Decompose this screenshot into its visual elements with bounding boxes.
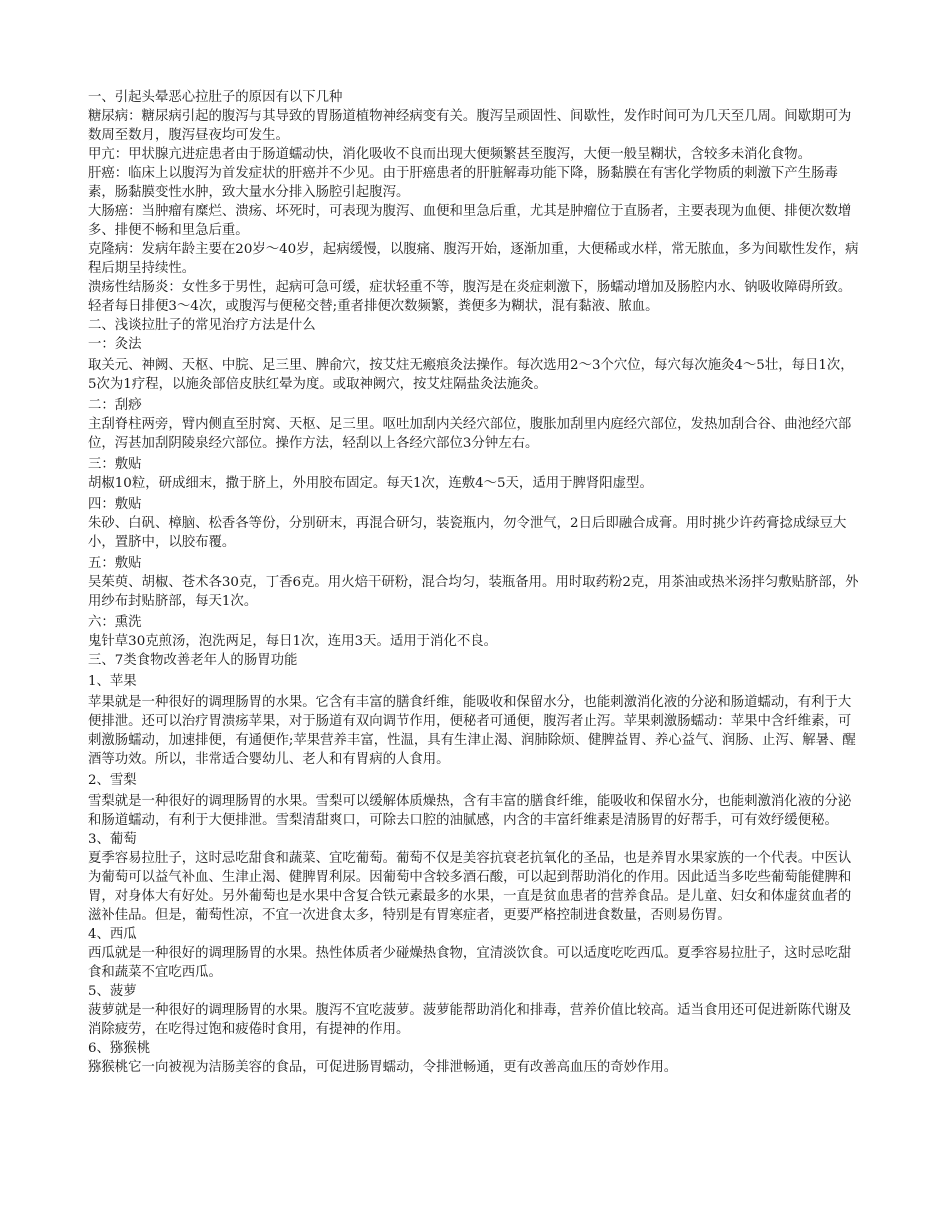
subheading-plaster-5: 五：敷贴 — [88, 556, 142, 571]
subheading-plaster-3: 三：敷贴 — [88, 457, 142, 472]
document-body — [88, 88, 862, 1077]
subheading-grape: 3、葡萄 — [88, 832, 137, 847]
paragraph-apple: 苹果就是一种很好的调理肠胃的水果。它含有丰富的膳食纤维，能吸收和保留水分，也能刺激消化液的分泌和肠道蠕动，有利于大便排泄。还可以治疗胃溃疡苹果，对于肠道有双向调节作用，便秘者可通便，腹泻者止泻。苹果刺激肠蠕动：苹果中含纤维素，可刺激肠蠕动，加速排便，有通便作;苹果营养丰富，性温，具有生津止渴、润肺除烦、健脾益胃、养心益气、润肠、止泻、解暑、醒酒等功效。所以，非常适合婴幼儿、老人和有胃病的人食用。 — [88, 695, 856, 767]
paragraph-plaster-4: 朱砂、白矾、樟脑、松香各等份，分别研末，再混合研匀，装瓷瓶内，勿令泄气，2日后即融合成膏。用时挑少许药膏捻成绿豆大小，置脐中，以胶布覆。 — [88, 516, 847, 550]
paragraph-fumigation: 鬼针草30克煎汤，泡洗两足，每日1次，连用3天。适用于消化不良。 — [88, 634, 498, 649]
paragraph-liver-cancer: 肝癌：临床上以腹泻为首发症状的肝癌并不少见。由于肝癌患者的肝脏解毒功能下降，肠黏膜在有害化学物质的刺激下产生肠毒素，肠黏膜变性水肿，致大量水分排入肠腔引起腹泻。 — [88, 166, 838, 200]
section-heading-causes: 一、引起头晕恶心拉肚子的原因有以下几种 — [88, 90, 343, 105]
subheading-moxibustion: 一：灸法 — [88, 337, 142, 352]
subheading-fumigation: 六：熏洗 — [88, 615, 142, 630]
paragraph-ulcerative-colitis: 溃疡性结肠炎：女性多于男性，起病可急可缓，症状轻重不等，腹泻是在炎症刺激下，肠蠕动增加及肠腔内水、钠吸收障碍所致。轻者每日排便3～4次，或腹泻与便秘交替;重者排便次数频繁，粪便多为糊状，混有黏液、脓血。 — [88, 280, 852, 314]
paragraph-scraping: 主刮脊柱两旁，臂内侧直至肘窝、天枢、足三里。呕吐加刮内关经穴部位，腹胀加刮里内庭经穴部位，发热加刮合谷、曲池经穴部位，泻甚加刮阴陵泉经穴部位。操作方法，轻刮以上各经穴部位3分钟左右。 — [88, 417, 852, 451]
subheading-apple: 1、苹果 — [88, 674, 137, 689]
paragraph-pear: 雪梨就是一种很好的调理肠胃的水果。雪梨可以缓解体质燥热，含有丰富的膳食纤维，能吸收和保留水分，也能刺激消化液的分泌和肠道蠕动，有利于大便排泄。雪梨清甜爽口，可除去口腔的油腻感，内含的丰富纤维素是清肠胃的好帮手，可有效纾缓便秘。 — [88, 794, 852, 828]
paragraph-grape: 夏季容易拉肚子，这时忌吃甜食和蔬菜、宜吃葡萄。葡萄不仅是美容抗衰老抗氧化的圣品，也是养胃水果家族的一个代表。中医认为葡萄可以益气补血、生津止渴、健脾胃利尿。因葡萄中含较多酒石酸，可以起到帮助消化的作用。因此适当多吃些葡萄能健脾和胃，对身体大有好处。另外葡萄也是水果中含复合铁元素最多的水果，一直是贫血患者的营养食品。是儿童、妇女和体虚贫血者的滋补佳品。但是，葡萄性凉，不宜一次进食太多，特别是有胃寒症者，更要严格控制进食数量，否则易伤胃。 — [88, 851, 852, 923]
paragraph-plaster-3: 胡椒10粒，研成细末，撒于脐上，外用胶布固定。每天1次，连敷4～5天，适用于脾肾阳虚型。 — [88, 476, 653, 491]
subheading-kiwi: 6、猕猴桃 — [88, 1041, 151, 1056]
paragraph-diabetes: 糖尿病：糖尿病引起的腹泻与其导致的胃肠道植物神经病变有关。腹泻呈顽固性、间歇性，发作时间可为几天至几周。间歇期可为数周至数月，腹泻昼夜均可发生。 — [88, 109, 852, 143]
subheading-scraping: 二：刮痧 — [88, 398, 142, 413]
paragraph-pineapple: 菠萝就是一种很好的调理肠胃的水果。腹泻不宜吃菠萝。菠萝能帮助消化和排毒，营养价值比较高。适当食用还可促进新陈代谢及消除疲劳，在吃得过饱和疲倦时食用，有提神的作用。 — [88, 1003, 852, 1037]
paragraph-moxibustion: 取关元、神阙、天枢、中脘、足三里、脾俞穴，按艾炷无瘢痕灸法操作。每次选用2～3个穴位，每穴每次施灸4～5壮，每日1次，5次为1疗程，以施灸部倍皮肤红晕为度。或取神阙穴，按艾炷隔盐灸法施灸。 — [88, 358, 854, 392]
section-heading-treatments: 二、浅谈拉肚子的常见治疗方法是什么 — [88, 318, 316, 333]
paragraph-colorectal-cancer: 大肠癌：当肿瘤有糜烂、溃疡、坏死时，可表现为腹泻、血便和里急后重，尤其是肿瘤位于直肠者，主要表现为血便、排便次数增多、排便不畅和里急后重。 — [88, 204, 852, 238]
section-heading-foods: 三、7类食物改善老年人的肠胃功能 — [88, 653, 298, 668]
paragraph-plaster-5: 吴茱萸、胡椒、苍术各30克，丁香6克。用火焙干研粉，混合均匀，装瓶备用。用时取药粉2克，用茶油或热米汤拌匀敷贴脐部，外用纱布封贴脐部，每天1次。 — [88, 575, 859, 609]
paragraph-kiwi: 猕猴桃它一向被视为洁肠美容的食品，可促进肠胃蠕动，令排泄畅通，更有改善高血压的奇妙作用。 — [88, 1060, 678, 1075]
paragraph-crohns: 克隆病：发病年龄主要在20岁～40岁，起病缓慢，以腹痛、腹泻开始，逐渐加重，大便稀或水样，常无脓血，多为间歇性发作，病程后期呈持续性。 — [88, 242, 859, 276]
subheading-plaster-4: 四：敷贴 — [88, 497, 142, 512]
subheading-pineapple: 5、菠萝 — [88, 984, 137, 999]
paragraph-hyperthyroidism: 甲亢：甲状腺亢进症患者由于肠道蠕动快，消化吸收不良而出现大便频繁甚至腹泻，大便一般呈糊状，含较多未消化食物。 — [88, 147, 812, 162]
paragraph-watermelon: 西瓜就是一种很好的调理肠胃的水果。热性体质者少碰燥热食物，宜清淡饮食。可以适度吃吃西瓜。夏季容易拉肚子，这时忌吃甜食和蔬菜不宜吃西瓜。 — [88, 946, 852, 980]
subheading-watermelon: 4、西瓜 — [88, 927, 137, 942]
subheading-pear: 2、雪梨 — [88, 773, 137, 788]
